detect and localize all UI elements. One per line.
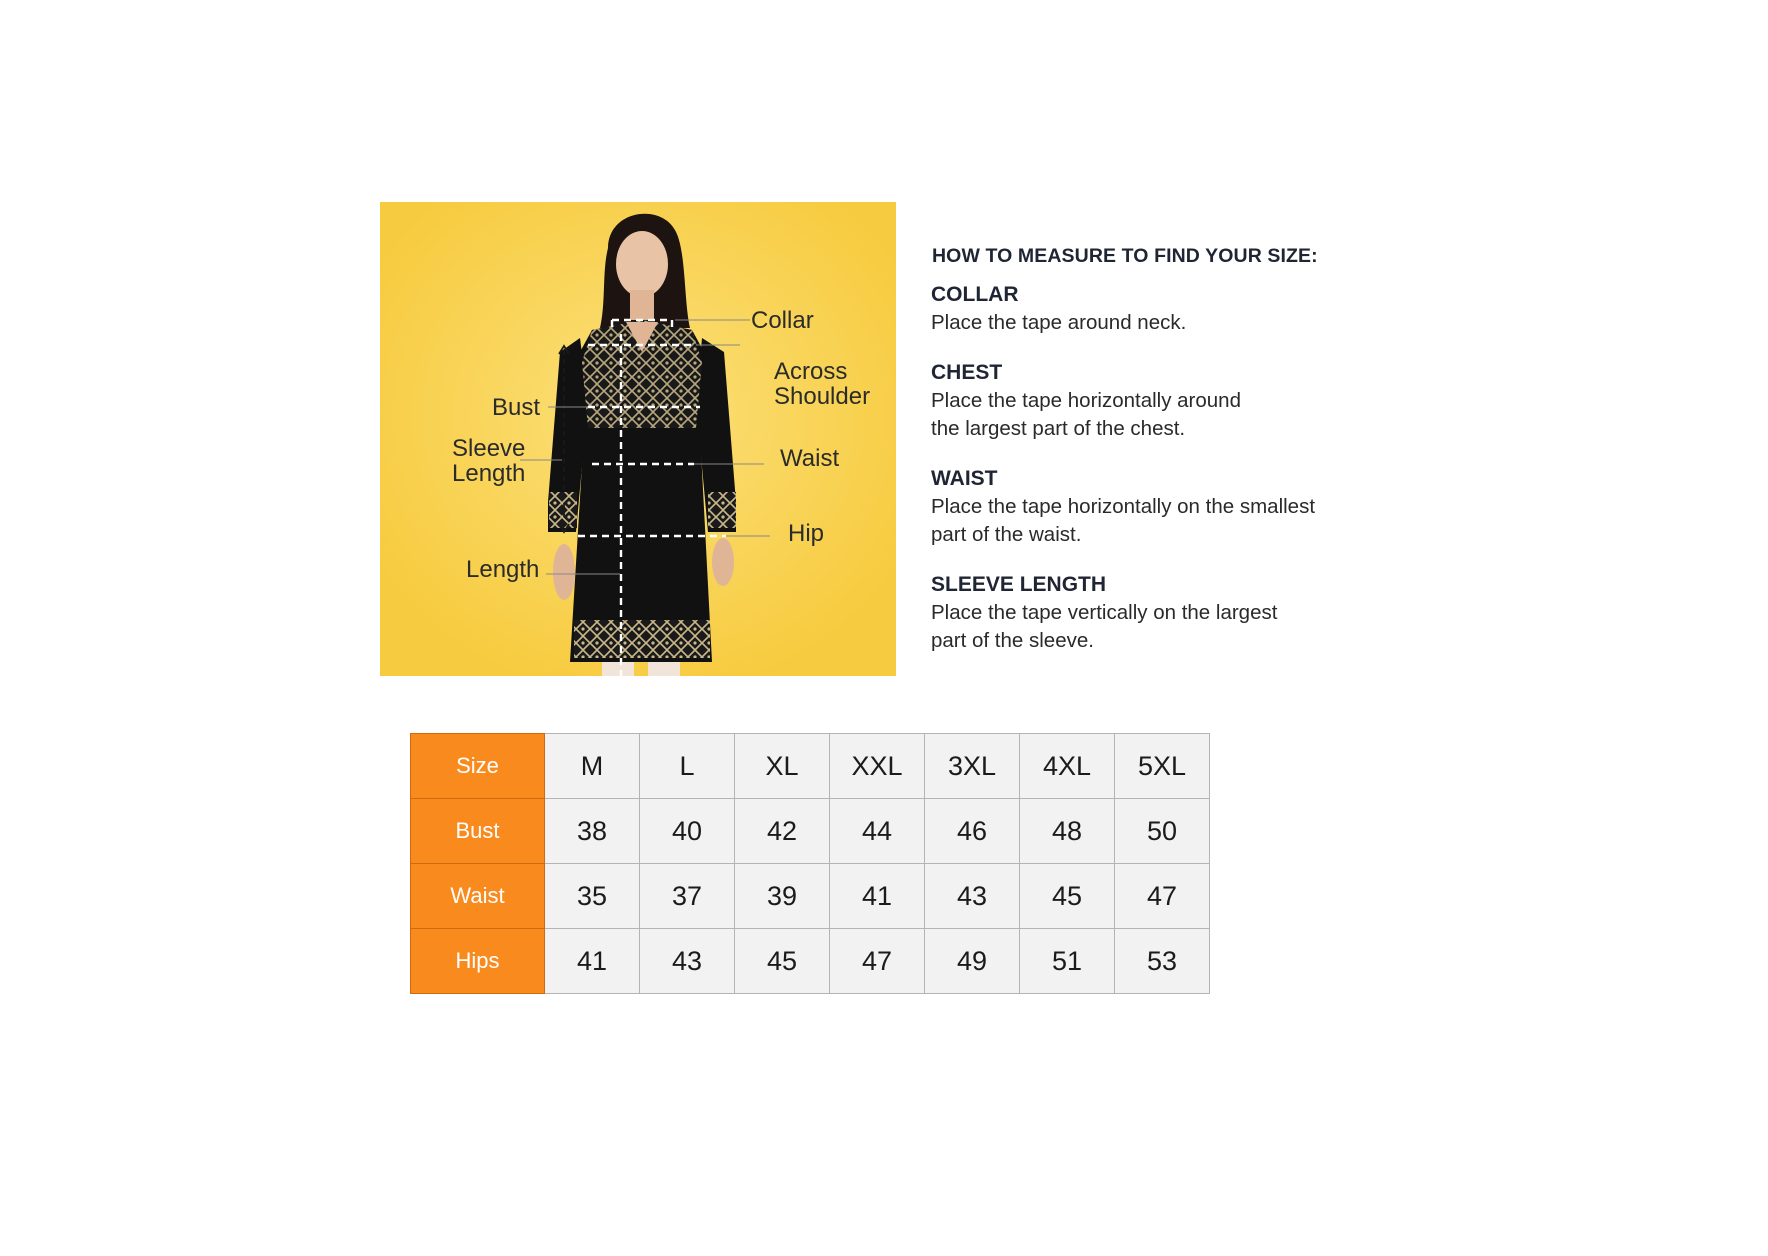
- guide-section-waist: [931, 465, 1371, 549]
- guide-text: Place the tape vertically on the largest part of the sleeve.: [931, 601, 1278, 652]
- table-cell: 42: [735, 799, 830, 864]
- table-cell: 45: [735, 929, 830, 994]
- measurement-figure: [380, 202, 896, 676]
- guide-section-collar: [931, 281, 1371, 337]
- hem-pattern: [574, 620, 710, 658]
- table-cell: 43: [640, 929, 735, 994]
- row-header: Waist: [411, 864, 545, 929]
- guide-section-chest: [931, 359, 1371, 443]
- label-hip: Hip: [788, 520, 825, 547]
- label-bust: Bust: [492, 394, 541, 421]
- table-cell: 49: [925, 929, 1020, 994]
- table-cell: 41: [830, 864, 925, 929]
- guide-title: COLLAR: [931, 283, 1019, 306]
- table-cell: 44: [830, 799, 925, 864]
- label-collar: Collar: [751, 307, 814, 334]
- label-length: Length: [466, 556, 540, 583]
- guide-title: CHEST: [931, 361, 1003, 384]
- table-row-bust: [411, 799, 1210, 864]
- table-cell: 4XL: [1020, 734, 1115, 799]
- label-across-shoulder: Across Shoulder: [774, 358, 871, 410]
- table-row-hips: [411, 929, 1210, 994]
- guide-section-sleeve-length: [931, 571, 1371, 655]
- size-chart-table: [410, 733, 1210, 994]
- table-cell: 46: [925, 799, 1020, 864]
- table-cell: 38: [545, 799, 640, 864]
- table-cell: 41: [545, 929, 640, 994]
- table-cell: 37: [640, 864, 735, 929]
- label-waist: Waist: [780, 445, 840, 472]
- guide-text: Place the tape horizontally around the largest part of the chest.: [931, 389, 1241, 440]
- table-cell: XXL: [830, 734, 925, 799]
- table-cell: L: [640, 734, 735, 799]
- row-header: Size: [411, 734, 545, 799]
- guide-heading: HOW TO MEASURE TO FIND YOUR SIZE:: [932, 245, 1318, 267]
- face: [616, 231, 668, 297]
- table-row-size: [411, 734, 1210, 799]
- table-cell: 47: [830, 929, 925, 994]
- table-cell: 5XL: [1115, 734, 1210, 799]
- measuring-guide: [931, 245, 1371, 677]
- table-cell: 39: [735, 864, 830, 929]
- table-cell: XL: [735, 734, 830, 799]
- table-cell: 40: [640, 799, 735, 864]
- table-cell: 51: [1020, 929, 1115, 994]
- table-cell: 47: [1115, 864, 1210, 929]
- table-cell: M: [545, 734, 640, 799]
- table-cell: 3XL: [925, 734, 1020, 799]
- row-header: Hips: [411, 929, 545, 994]
- table-cell: 43: [925, 864, 1020, 929]
- guide-title: SLEEVE LENGTH: [931, 573, 1107, 596]
- guide-text: Place the tape horizontally on the smallest part of the waist.: [931, 495, 1316, 546]
- table-cell: 35: [545, 864, 640, 929]
- table-cell: 45: [1020, 864, 1115, 929]
- row-header: Bust: [411, 799, 545, 864]
- guide-text: Place the tape around neck.: [931, 311, 1187, 334]
- table-row-waist: [411, 864, 1210, 929]
- table-cell: 53: [1115, 929, 1210, 994]
- table-cell: 48: [1020, 799, 1115, 864]
- guide-title: WAIST: [931, 467, 998, 490]
- label-sleeve-length: Sleeve Length: [452, 435, 526, 487]
- table-cell: 50: [1115, 799, 1210, 864]
